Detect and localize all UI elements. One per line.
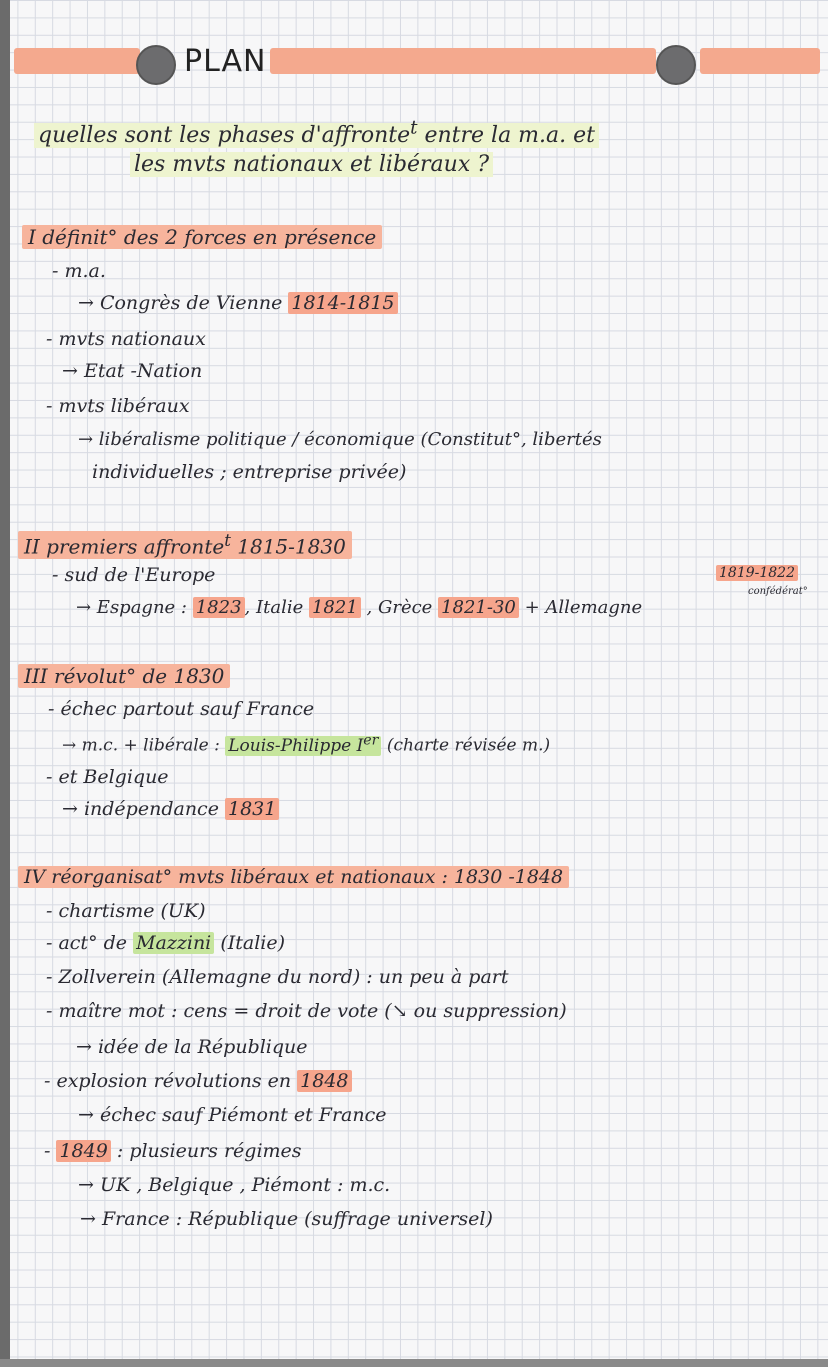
- s4-line-3: - Zollverein (Allemagne du nord) : un peu à part: [46, 966, 509, 988]
- s1-line-5: - mvts libéraux: [46, 395, 190, 417]
- page-shadow-left: [0, 0, 10, 1367]
- s4-line-6: - explosion révolutions en 1848: [44, 1070, 352, 1092]
- date-1823: 1823: [193, 597, 245, 618]
- s4-line-2: - act° de Mazzini (Italie): [46, 932, 286, 954]
- highlight-mazzini: Mazzini: [133, 932, 214, 954]
- confederation-note: confédérat°: [748, 586, 808, 597]
- date-1831: 1831: [225, 798, 279, 820]
- page-title: PLAN: [184, 44, 267, 79]
- title-highlight-right: [700, 48, 820, 74]
- binder-hole-right: [656, 45, 696, 85]
- section-4-heading: IV réorganisat° mvts libéraux et nationaux : 1830 -1848: [18, 866, 569, 888]
- s4-line-4: - maître mot : cens = droit de vote (↘ ou suppression): [46, 1000, 567, 1022]
- s4-line-10: → France : République (suffrage universel): [80, 1208, 493, 1230]
- highlight-louis-philippe: Louis-Philippe Ier: [225, 736, 381, 756]
- date-1849: 1849: [56, 1140, 110, 1162]
- s3-line-2: → m.c. + libérale : Louis-Philippe Ier (charte révisée m.): [62, 732, 551, 756]
- s4-line-5: → idée de la République: [76, 1036, 308, 1058]
- s1-line-7: individuelles ; entreprise privée): [92, 461, 407, 483]
- s4-line-7: → échec sauf Piémont et France: [78, 1104, 387, 1126]
- s3-line-3: - et Belgique: [46, 766, 169, 788]
- date-1821: 1821: [309, 597, 361, 618]
- date-1821-30: 1821-30: [438, 597, 519, 618]
- question-line-1: quelles sont les phases d'affronte$^t$ entre la m.a. et: [34, 118, 599, 150]
- title-highlight-left: [14, 48, 140, 74]
- section-2-heading: II premiers affronte$^t$ 1815-1830: [18, 531, 352, 559]
- s2-line-1: - sud de l'Europe: [52, 564, 216, 586]
- date-1819-1822: 1819-1822: [716, 565, 798, 581]
- s3-line-4: → indépendance 1831: [62, 798, 279, 820]
- title-highlight-middle: [270, 48, 656, 74]
- section-1-heading: I définit° des 2 forces en présence: [22, 225, 382, 249]
- s2-line-2: → Espagne : 1823 , Italie 1821 , Grèce 1821-30 + Allemagne: [76, 597, 643, 618]
- s1-line-4: → Etat -Nation: [62, 360, 203, 382]
- s4-line-8: - 1849 : plusieurs régimes: [44, 1140, 302, 1162]
- s1-line-2: → Congrès de Vienne 1814-1815: [78, 292, 398, 314]
- date-1848: 1848: [297, 1070, 351, 1092]
- date-1814-1815: 1814-1815: [288, 292, 397, 314]
- section-3-heading: III révolut° de 1830: [18, 664, 230, 688]
- s1-line-6: → libéralisme politique / économique (Constitut°, libertés: [78, 429, 602, 450]
- s4-line-1: - chartisme (UK): [46, 900, 206, 922]
- page-shadow-bottom: [0, 1359, 828, 1367]
- binder-hole-left: [136, 45, 176, 85]
- s3-line-1: - échec partout sauf France: [48, 698, 315, 720]
- question-line-2: les mvts nationaux et libéraux ?: [130, 152, 493, 178]
- s1-line-3: - mvts nationaux: [46, 328, 206, 350]
- s4-line-9: → UK , Belgique , Piémont : m.c.: [78, 1174, 391, 1196]
- s1-line-1: - m.a.: [52, 260, 106, 282]
